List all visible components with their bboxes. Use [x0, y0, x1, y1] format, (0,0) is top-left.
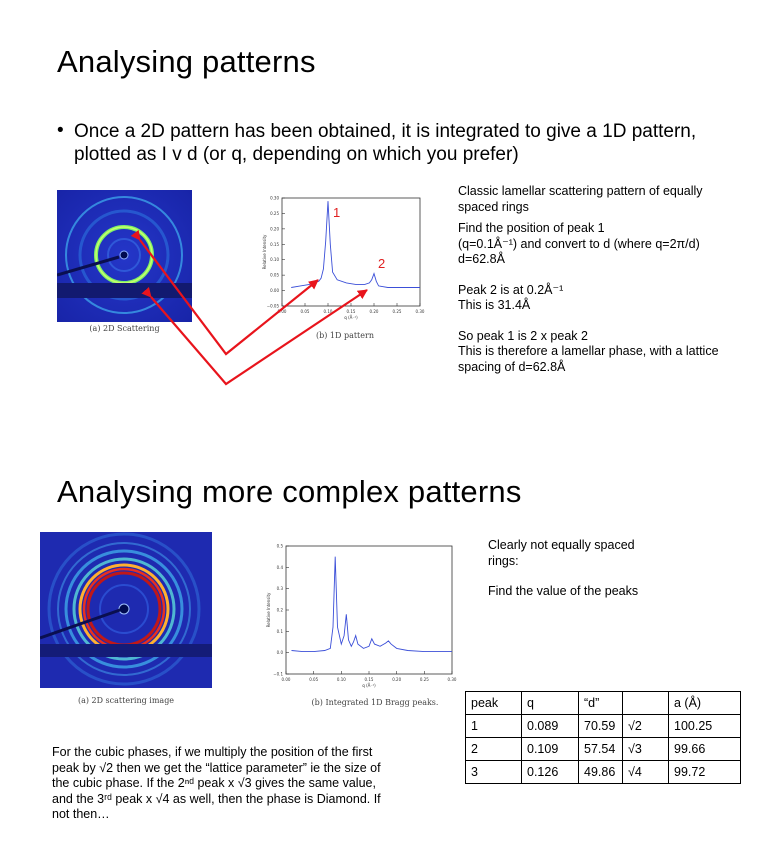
table-cell: 99.72 — [669, 761, 741, 784]
section1-notes — [458, 184, 728, 375]
note-so-b: This is therefore a lamellar phase, with a lattice spacing of d=62.8Å — [458, 344, 719, 374]
y-tick-label: 0.05 — [270, 272, 279, 278]
table-header-row — [466, 692, 741, 715]
y-tick-label: 0.1 — [276, 628, 283, 634]
x-tick-label: 0.15 — [346, 309, 356, 314]
y-axis-label: Relative Intensity — [262, 234, 267, 270]
note-find-peaks: Find the value of the peaks — [488, 584, 639, 598]
cubic-phase-paragraph: For the cubic phases, if we multiply the position of the first peak by √2 then we get the “lattice parameter” ie the size of the cubic phase. If the 2ⁿᵈ peak x √3 gives the same value, and the 3ʳᵈ peak x √4 as well, then the phase is Diamond. If not then… — [52, 745, 381, 821]
peak-label-1: 1 — [333, 205, 341, 220]
x-tick-label: 0.10 — [323, 309, 333, 314]
header-cell: “d” — [579, 692, 623, 715]
table-cell: √2 — [623, 715, 669, 738]
table-cell: 0.109 — [522, 738, 579, 761]
y-tick-label: 0.20 — [270, 226, 279, 232]
section2-notes — [488, 538, 653, 600]
scatter-caption-1: (a) 2D Scattering — [89, 324, 160, 333]
y-tick-label: 0.10 — [270, 257, 279, 263]
x-tick-label: 0.30 — [447, 677, 457, 682]
peak-label-2: 2 — [378, 256, 386, 271]
scattering-image-2 — [40, 532, 212, 688]
note-peak2-b: This is 31.4Å — [458, 298, 531, 312]
x-tick-label: 0.25 — [392, 309, 402, 314]
y-tick-label: 0.00 — [270, 288, 279, 294]
y-tick-label: 0.2 — [276, 607, 283, 613]
table-cell: 49.86 — [579, 761, 623, 784]
y-tick-label: 0.5 — [276, 543, 283, 549]
x-axis-label: q (Å⁻¹) — [362, 683, 376, 688]
scatter-caption-2: (a) 2D scattering image — [77, 696, 175, 705]
table-cell: √3 — [623, 738, 669, 761]
plot-caption-1: (b) 1D pattern — [316, 331, 374, 340]
y-tick-label: 0.0 — [276, 650, 283, 656]
note-not-equal: Clearly not equally spaced rings: — [488, 538, 635, 568]
table-row — [466, 761, 741, 784]
scattering-image-1 — [57, 190, 192, 322]
table-cell: 0.126 — [522, 761, 579, 784]
y-tick-label: −0.05 — [266, 303, 279, 309]
table-cell: √4 — [623, 761, 669, 784]
chart-bragg-peaks — [258, 540, 458, 688]
table-cell: 99.66 — [669, 738, 741, 761]
table-row — [466, 738, 741, 761]
x-tick-label: 0.00 — [281, 677, 291, 682]
x-tick-label: 0.20 — [392, 677, 402, 682]
y-tick-label: 0.30 — [270, 195, 279, 201]
plot-frame — [282, 198, 420, 306]
y-tick-label: 0.25 — [270, 210, 279, 216]
y-tick-label: 0.4 — [276, 564, 283, 570]
note-find-b: (q=0.1Å⁻¹) and convert to d (where q=2π/d) — [458, 236, 700, 251]
x-tick-label: 0.10 — [336, 677, 346, 682]
header-cell: q — [522, 692, 579, 715]
table-row — [466, 715, 741, 738]
plot-caption-2: (b) Integrated 1D Bragg peaks. — [311, 698, 439, 707]
y-axis-label: Relative Intensity — [266, 592, 271, 628]
x-tick-label: 0.30 — [415, 309, 425, 314]
y-tick-label: −0.1 — [273, 671, 283, 677]
x-tick-label: 0.15 — [364, 677, 374, 682]
x-tick-label: 0.05 — [309, 677, 319, 682]
table-cell: 2 — [466, 738, 522, 761]
table-cell: 70.59 — [579, 715, 623, 738]
section1-title: Analysing patterns — [57, 44, 316, 79]
table-cell: 100.25 — [669, 715, 741, 738]
header-cell: a (Å) — [669, 692, 741, 715]
x-tick-label: 0.00 — [277, 309, 287, 314]
y-tick-label: 0.15 — [270, 241, 279, 247]
note-peak2-a: Peak 2 is at 0.2Å⁻¹ — [458, 282, 564, 297]
table-cell: 3 — [466, 761, 522, 784]
table-cell: 0.089 — [522, 715, 579, 738]
x-axis-label: q (Å⁻¹) — [344, 315, 358, 320]
table-cell: 1 — [466, 715, 522, 738]
header-cell: peak — [466, 692, 522, 715]
section2-title: Analysing more complex patterns — [57, 474, 522, 509]
plot-frame — [286, 546, 452, 674]
x-tick-label: 0.20 — [369, 309, 379, 314]
note-classic: Classic lamellar scattering pattern of equally spaced rings — [458, 184, 703, 214]
note-find-a: Find the position of peak 1 — [458, 221, 605, 235]
x-tick-label: 0.25 — [419, 677, 429, 682]
table-cell: 57.54 — [579, 738, 623, 761]
bullet-text: Once a 2D pattern has been obtained, it is integrated to give a 1D pattern, plotted as I v d (or q, depending on which you prefer) — [74, 121, 697, 165]
peaks-table — [465, 691, 741, 784]
y-tick-label: 0.3 — [276, 586, 283, 592]
note-find-c: d=62.8Å — [458, 252, 505, 266]
note-so-a: So peak 1 is 2 x peak 2 — [458, 328, 588, 343]
bullet-dot: • — [57, 120, 64, 141]
section1-bullet — [57, 120, 707, 166]
x-tick-label: 0.05 — [300, 309, 310, 314]
header-cell — [623, 692, 669, 715]
